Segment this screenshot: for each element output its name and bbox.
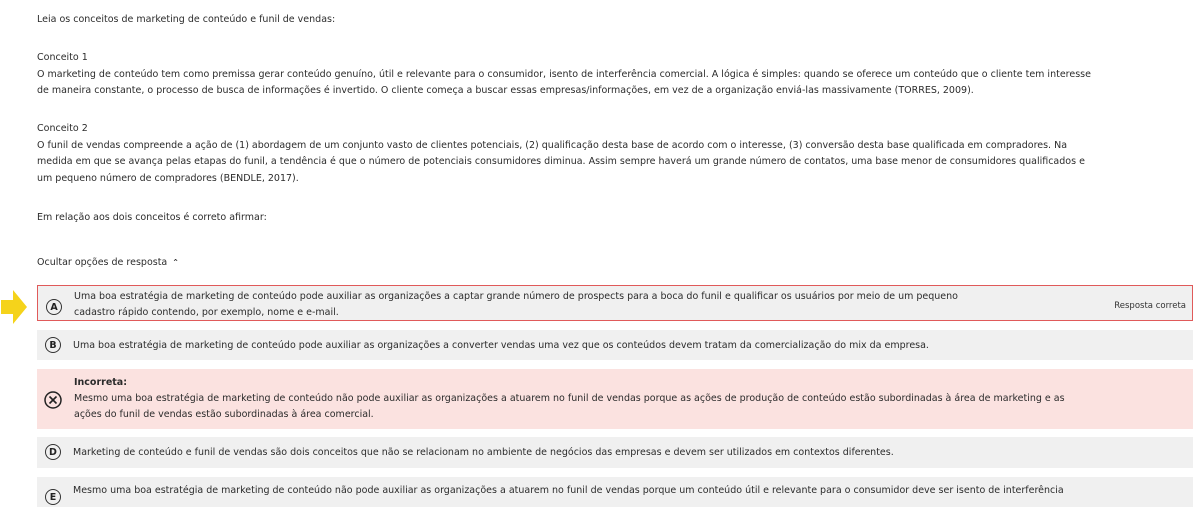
concept-2-text-line: medida em que se avança pelas etapas do funil, a tendência é que o número de potenciais consumidores diminua. Assim sempre haverá um grande número de contatos, uma base menor de consumidores qualificados e bbox=[37, 156, 1085, 167]
option-text-line: Mesmo uma boa estratégia de marketing de conteúdo não pode auxiliar as organizações a atuarem no funil de vendas porque as ações de produção de conteúdo estão subordinadas à área de marketing e as bbox=[74, 393, 1065, 404]
concept-2-title: Conceito 2 bbox=[37, 123, 88, 134]
option-text-line: ações do funil de vendas estão subordinadas à área comercial. bbox=[74, 409, 374, 420]
concept-1 bbox=[37, 50, 1187, 100]
arrow-right-icon bbox=[1, 289, 27, 325]
option-text bbox=[74, 375, 1065, 423]
concept-2-text-line: um pequeno número de compradores (BENDLE, 2017). bbox=[37, 172, 299, 184]
toggle-label: Ocultar opções de resposta bbox=[37, 257, 168, 268]
answer-option-b[interactable] bbox=[37, 330, 1193, 360]
option-text: Mesmo uma boa estratégia de marketing de conteúdo não pode auxiliar as organizações a atuarem no funil de vendas porque um conteúdo útil e relevante para o consumidor deve ser isento de interferência bbox=[73, 485, 1064, 496]
answer-option-e[interactable] bbox=[37, 477, 1193, 507]
option-letter: A bbox=[46, 299, 62, 315]
incorrect-label: Incorreta: bbox=[74, 377, 128, 388]
concept-2-text-line: O funil de vendas compreende a ação de (1) abordagem de um conjunto vasto de clientes potenciais, (2) qualificação desta base de acordo com o interesse, (3) conversão desta base qualificada em compradores. Na bbox=[37, 139, 1068, 151]
option-letter: E bbox=[45, 489, 61, 505]
option-text-line: Uma boa estratégia de marketing de conteúdo pode auxiliar as organizações a captar grande número de prospects para a boca do funil e qualificar os usuários por meio de um pequeno bbox=[74, 291, 958, 302]
answer-option-d[interactable] bbox=[37, 437, 1193, 468]
option-text-line: cadastro rápido contendo, por exemplo, nome e e-mail. bbox=[74, 307, 339, 318]
incorrect-x-icon bbox=[44, 391, 62, 409]
option-text: Uma boa estratégia de marketing de conteúdo pode auxiliar as organizações a converter vendas uma vez que os conteúdos devem tratam da comercialização do mix da empresa. bbox=[73, 340, 929, 351]
option-letter: D bbox=[45, 444, 61, 460]
option-text: Marketing de conteúdo e funil de vendas são dois conceitos que não se relacionam no ambiente de negócios das empresas e devem ser utilizados em contextos diferentes. bbox=[73, 447, 894, 458]
correct-answer-badge: Resposta correta bbox=[1114, 301, 1186, 311]
chevron-up-icon: ⌃ bbox=[172, 258, 179, 267]
answer-option-c[interactable] bbox=[37, 369, 1193, 429]
answer-option-a[interactable] bbox=[37, 285, 1193, 321]
concept-1-text-line: O marketing de conteúdo tem como premissa gerar conteúdo genuíno, útil e relevante para o consumidor, isento de interferência comercial. A lógica é simples: quando se oferece um conteúdo que o cliente tem interesse bbox=[37, 68, 1091, 80]
question-prompt: Em relação aos dois conceitos é correto afirmar: bbox=[37, 212, 267, 223]
concept-1-text-line: de maneira constante, o processo de busca de informações é invertido. O cliente começa a buscar essas empresas/informações, em vez de a organização enviá-las massivamente (TORRES, 2009). bbox=[37, 85, 974, 96]
concept-2 bbox=[37, 121, 1187, 187]
option-text bbox=[74, 289, 1054, 321]
toggle-answer-options-button[interactable] bbox=[37, 257, 179, 268]
option-letter: B bbox=[45, 337, 61, 353]
concept-1-title: Conceito 1 bbox=[37, 52, 88, 63]
intro-text: Leia os conceitos de marketing de conteúdo e funil de vendas: bbox=[37, 14, 336, 25]
